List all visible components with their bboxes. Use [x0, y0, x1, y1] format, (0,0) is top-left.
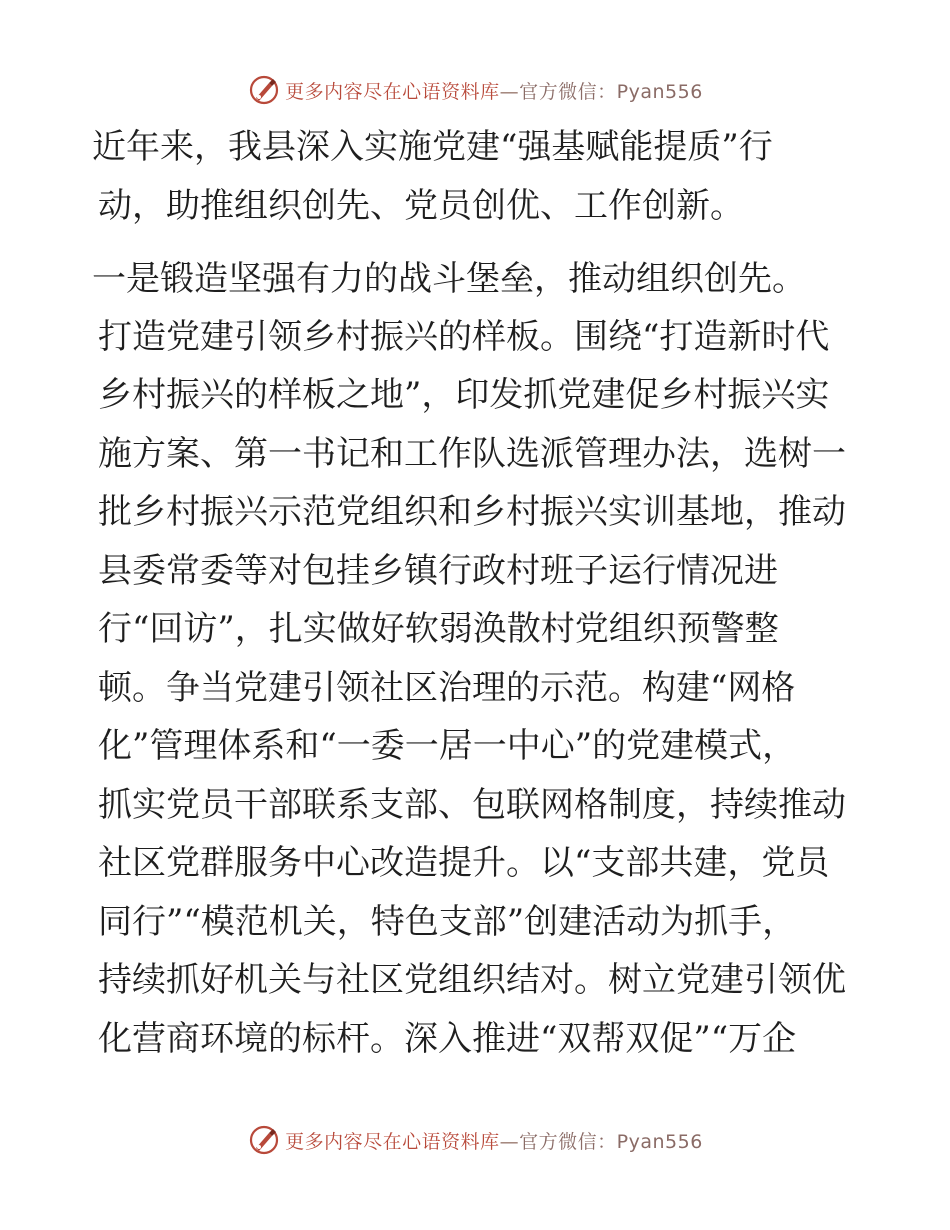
footer-banner-text: [285, 1127, 703, 1154]
text-line: 社区党群服务中心改造提升。以“支部共建，党员: [98, 843, 830, 883]
pen-logo-icon: [247, 1123, 281, 1157]
text-line: 乡村振兴的样板之地”，印发抓党建促乡村振兴实: [98, 375, 830, 415]
text-line: 动，助推组织创先、党员创优、工作创新。: [98, 186, 744, 226]
footer-banner-wechat: 官方微信：Pyan556: [519, 1130, 703, 1153]
text-line: 顿。争当党建引领社区治理的示范。构建“网格: [98, 668, 796, 708]
header-banner-main: 更多内容尽在心语资料库: [285, 80, 500, 103]
text-line: 同行”“模范机关，特色支部”创建活动为抓手，: [98, 902, 797, 942]
text-line: 化”管理体系和“一委一居一中心”的党建模式，: [98, 726, 797, 766]
footer-banner-main: 更多内容尽在心语资料库: [285, 1130, 500, 1153]
text-line: 近年来，我县深入实施党建“强基赋能提质”行: [92, 127, 773, 167]
text-line: 批乡村振兴示范党组织和乡村振兴实训基地，推动: [98, 492, 846, 532]
text-line: 一是锻造坚强有力的战斗堡垒，推动组织创先。: [92, 259, 806, 299]
footer-banner-dash: —: [499, 1130, 520, 1153]
text-line: 施方案、第一书记和工作队选派管理办法，选树一: [98, 434, 846, 474]
header-banner-wechat: 官方微信：Pyan556: [519, 80, 703, 103]
header-banner-dash: —: [499, 80, 520, 103]
text-line: 行“回访”，扎实做好软弱涣散村党组织预警整: [98, 609, 779, 649]
text-line: 持续抓好机关与社区党组织结对。树立党建引领优: [98, 960, 846, 1000]
text-line: 化营商环境的标杆。深入推进“双帮双促”“万企: [98, 1019, 797, 1059]
text-line: 县委常委等对包挂乡镇行政村班子运行情况进: [98, 551, 778, 591]
footer-banner: [0, 1120, 950, 1160]
text-line: 打造党建引领乡村振兴的样板。围绕“打造新时代: [98, 317, 830, 357]
text-line: 抓实党员干部联系支部、包联网格制度，持续推动: [98, 785, 846, 825]
